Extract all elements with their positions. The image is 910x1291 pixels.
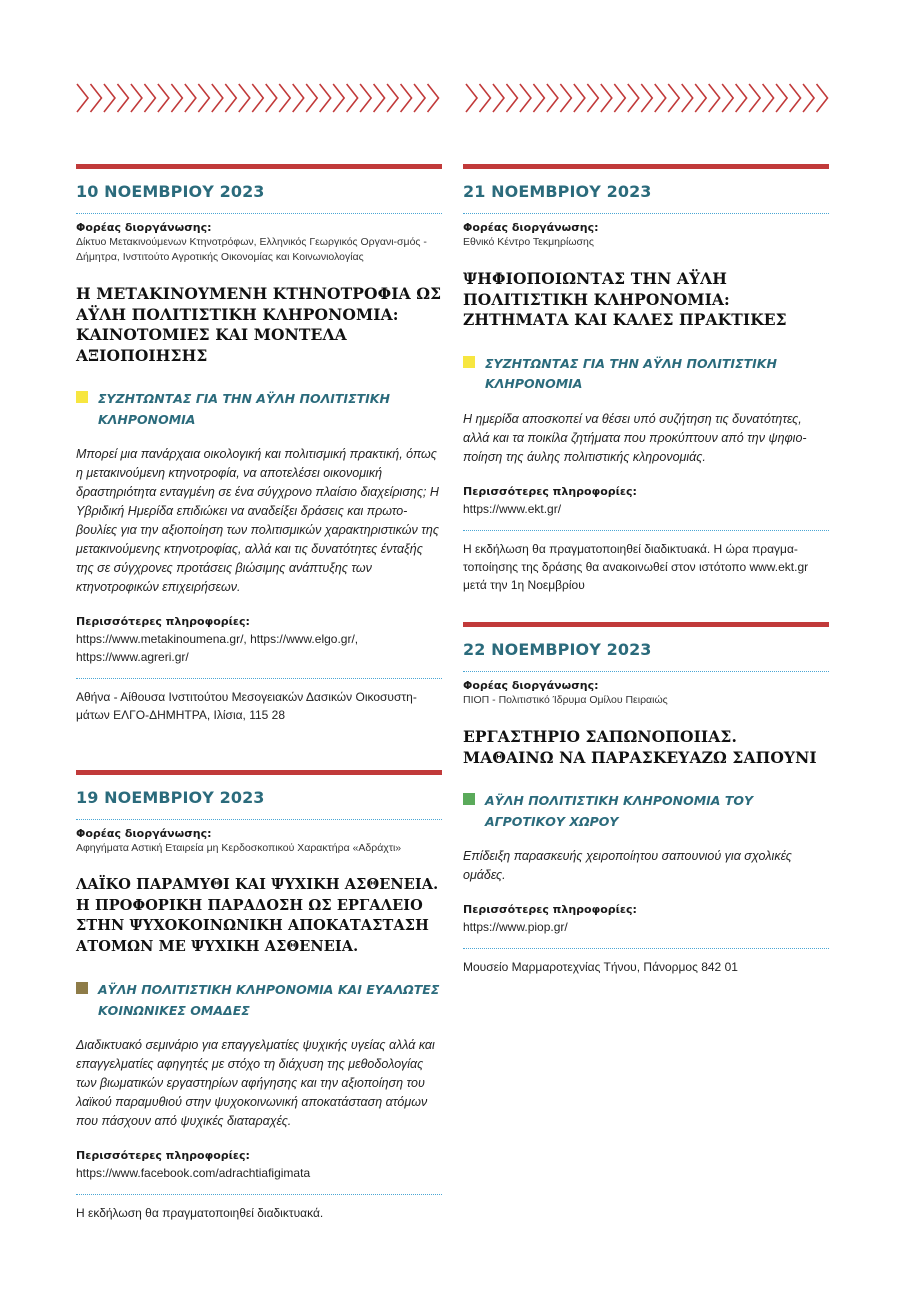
event-19-november: [76, 770, 442, 1222]
organizer-label: Φορέας διοργάνωσης:: [76, 221, 212, 234]
event-category: [76, 388, 442, 429]
chevron-right-icon: [668, 84, 679, 112]
more-info-label: Περισσότερες πληροφορίες:: [76, 1149, 250, 1162]
event-category: [76, 979, 442, 1020]
chevron-right-icon: [736, 84, 747, 112]
dotted-separator: [463, 671, 829, 672]
chevron-right-icon: [306, 84, 317, 112]
chevron-right-icon: [90, 84, 101, 112]
event-location: Η εκδήλωση θα πραγματοποιηθεί διαδικτυακά.: [76, 1206, 324, 1220]
chevron-right-icon: [520, 84, 531, 112]
more-info-label: Περισσότερες πληροφορίες:: [463, 484, 637, 498]
more-info-label: Περισσότερες πληροφορίες:: [76, 615, 250, 628]
event-location: Η εκδήλωση θα πραγματοποιηθεί διαδικτυακά. Η ώρα πραγμα-τοποίησης της δράσης θα ανακοινωθεί στον ιστότοπο www.ekt.gr μετά την 1η Νοεμβρίου: [463, 541, 809, 592]
chevron-right-icon: [158, 84, 169, 112]
chevron-right-icon: [560, 84, 571, 112]
right-column: [463, 164, 829, 976]
organizer-value: Εθνικό Κέντρο Τεκμηρίωσης: [463, 236, 594, 248]
chevron-right-icon: [466, 84, 477, 112]
chevron-right-icon: [225, 84, 236, 112]
event-description: Διαδικτυακό σεμινάριο για επαγγελματίες ψυχικής υγείας αλλά και επαγγελματίες αφηγητές με στόχο τη διάχυση της μεθοδολογίας των βιωματικών εργαστηρίων αφήγησης και την αξιοποίηση του λαϊκού παραμυθιού στην ψυχοκοινωνική αποκατάσταση ατόμων που πάσχουν από ψυχικές διαταραχές.: [76, 1038, 435, 1128]
dotted-separator: [463, 948, 829, 949]
chevron-right-icon: [506, 84, 517, 112]
category-swatch-icon: [463, 793, 475, 805]
chevron-right-icon: [171, 84, 182, 112]
event-divider-bar: [463, 622, 829, 627]
event-category: [463, 353, 829, 394]
chevron-right-icon: [320, 84, 331, 112]
chevron-right-icon: [601, 84, 612, 112]
chevron-right-icon: [574, 84, 585, 112]
chevron-right-icon: [279, 84, 290, 112]
category-label: ΑΫΛΗ ΠΟΛΙΤΙΣΤΙΚΗ ΚΛΗΡΟΝΟΜΙΑ ΤΟΥ ΑΓΡΟΤΙΚΟΥ ΧΩΡΟΥ: [485, 793, 754, 829]
chevron-right-icon: [803, 84, 814, 112]
chevron-right-icon: [749, 84, 760, 112]
event-title: ΨΗΦΙΟΠΟΙΩΝΤΑΣ ΤΗΝ ΑΫΛΗ ΠΟΛΙΤΙΣΤΙΚΗ ΚΛΗΡΟΝΟΜΙΑ: ΖΗΤΗΜΑΤΑ ΚΑΙ ΚΑΛΕΣ ΠΡΑΚΤΙΚΕΣ: [463, 269, 787, 329]
category-swatch-icon: [76, 391, 88, 403]
chevron-right-icon: [104, 84, 115, 112]
chevron-right-icon: [547, 84, 558, 112]
event-22-november: [463, 622, 829, 976]
chevron-right-icon: [387, 84, 398, 112]
event-location: Αθήνα - Αίθουσα Ινστιτούτου Μεσογειακών Δασικών Οικοσυστη-μάτων ΕΛΓΟ-ΔΗΜΗΤΡΑ, Ιλίσια, 115 28: [76, 690, 417, 722]
organizer-label: Φορέας διοργάνωσης:: [76, 827, 212, 840]
chevron-right-icon: [587, 84, 598, 112]
event-divider-bar: [463, 164, 829, 169]
event-date: 22 ΝΟΕΜΒΡΙΟΥ 2023: [463, 640, 652, 659]
chevron-right-icon: [776, 84, 787, 112]
chevron-right-icon: [414, 84, 425, 112]
chevron-right-icon: [817, 84, 828, 112]
chevron-right-icon: [293, 84, 304, 112]
more-info-links[interactable]: https://www.metakinoumena.gr/, https://www.elgo.gr/, https://www.agreri.gr/: [76, 632, 359, 664]
chevron-right-icon: [131, 84, 142, 112]
dotted-separator: [76, 819, 442, 820]
category-label: ΣΥΖΗΤΩΝΤΑΣ ΓΙΑ ΤΗΝ ΑΫΛΗ ΠΟΛΙΤΙΣΤΙΚΗ ΚΛΗΡΟΝΟΜΙΑ: [98, 391, 390, 427]
chevron-right-icon: [614, 84, 625, 112]
chevron-right-icon: [252, 84, 263, 112]
more-info-links[interactable]: https://www.piop.gr/: [463, 920, 568, 934]
chevron-right-icon: [695, 84, 706, 112]
chevron-right-icon: [198, 84, 209, 112]
organizer-value: ΠΙΟΠ - Πολιτιστικό Ίδρυμα Ομίλου Πειραιώς: [463, 694, 668, 706]
organizer-label: Φορέας διοργάνωσης:: [463, 221, 599, 234]
chevron-right-icon: [628, 84, 639, 112]
chevron-right-icon: [347, 84, 358, 112]
chevron-right-icon: [239, 84, 250, 112]
chevron-right-icon: [790, 84, 801, 112]
chevron-right-icon: [682, 84, 693, 112]
chevron-right-icon: [655, 84, 666, 112]
organizer-value: Δίκτυο Μετακινούμενων Κτηνοτρόφων, Ελληνικός Γεωργικός Οργανι-σμός - Δήμητρα, Ινστιτούτο Αγροτικής Οικονομίας και Κοινωνιολογίας: [76, 236, 427, 263]
chevron-right-icon: [401, 84, 412, 112]
more-info-links[interactable]: https://www.ekt.gr/: [463, 501, 562, 516]
event-date: 10 ΝΟΕΜΒΡΙΟΥ 2023: [76, 182, 265, 201]
event-category: [463, 790, 829, 831]
dotted-separator: [76, 678, 442, 679]
chevron-right-icon: [428, 84, 439, 112]
chevron-right-icon: [185, 84, 196, 112]
category-label: ΣΥΖΗΤΩΝΤΑΣ ΓΙΑ ΤΗΝ ΑΫΛΗ ΠΟΛΙΤΙΣΤΙΚΗ ΚΛΗΡΟΝΟΜΙΑ: [485, 355, 777, 391]
left-column: [76, 164, 442, 1222]
chevron-right-icon: [641, 84, 652, 112]
category-label: ΑΫΛΗ ΠΟΛΙΤΙΣΤΙΚΗ ΚΛΗΡΟΝΟΜΙΑ ΚΑΙ ΕΥΑΛΩΤΕΣ ΚΟΙΝΩΝΙΚΕΣ ΟΜΑΔΕΣ: [98, 982, 440, 1018]
event-title: Η ΜΕΤΑΚΙΝΟΥΜΕΝΗ ΚΤΗΝΟΤΡΟΦΙΑ ΩΣ ΑΫΛΗ ΠΟΛΙΤΙΣΤΙΚΗ ΚΛΗΡΟΝΟΜΙΑ: ΚΑΙΝΟΤΟΜΙΕΣ ΚΑΙ ΜΟΝΤΕΛΑ ΑΞΙΟΠΟΙΗΣΗΣ: [76, 284, 442, 365]
chevron-right-icon: [266, 84, 277, 112]
chevron-right-icon: [722, 84, 733, 112]
chevron-right-icon: [533, 84, 544, 112]
chevron-right-icon: [144, 84, 155, 112]
event-title: ΛΑΪΚΟ ΠΑΡΑΜΥΘΙ ΚΑΙ ΨΥΧΙΚΗ ΑΣΘΕΝΕΙΑ. Η ΠΡΟΦΟΡΙΚΗ ΠΑΡΑΔΟΣΗ ΩΣ ΕΡΓΑΛΕΙΟ ΣΤΗΝ ΨΥΧΟΚΟΙΝΩΝΙΚΗ ΑΠΟΚΑΤΑΣΤΑΣΗ ΑΤΟΜΩΝ ΜΕ ΨΥΧΙΚΗ ΑΣΘΕΝΕΙΑ.: [76, 876, 439, 955]
category-swatch-icon: [463, 356, 475, 368]
chevron-right-icon: [117, 84, 128, 112]
dotted-separator: [463, 213, 829, 214]
dotted-separator: [76, 213, 442, 214]
dotted-separator: [76, 1194, 442, 1195]
event-description: Επίδειξη παρασκευής χειροποίητου σαπουνιού για σχολικές ομάδες.: [463, 849, 792, 882]
event-description: Μπορεί μια πανάρχαια οικολογική και πολιτισμική πρακτική, όπως η μετακινούμενη κτηνοτροφία, να αποτελέσει οικονομική δραστηριότητα ενταγμένη σε ένα σύγχρονο πλαίσιο διαχείρισης; Η Υβριδική Ημερίδα επιδιώκει να αναδείξει δράσεις και πρωτο-βουλίες για την αξιοποίηση των πολιτισμικών χαρακτηριστικών της μετακινούμενης κτηνοτροφίας, αλλά και τις δυνατότητες ένταξής της σε σύγχρονες προτάσεις βιώσιμης ανάπτυξης των κτηνοτροφικών επιχειρήσεων.: [76, 447, 439, 594]
event-date: 19 ΝΟΕΜΒΡΙΟΥ 2023: [76, 788, 265, 807]
organizer-value: Αφηγήματα Αστική Εταιρεία μη Κερδοσκοπικού Χαρακτήρα «Αδράχτι»: [76, 842, 402, 854]
category-swatch-icon: [76, 982, 88, 994]
more-info-label: Περισσότερες πληροφορίες:: [463, 903, 637, 916]
event-location: Μουσείο Μαρμαροτεχνίας Τήνου, Πάνορμος 842 01: [463, 960, 738, 974]
chevron-right-icon: [709, 84, 720, 112]
more-info-links[interactable]: https://www.facebook.com/adrachtiafigimata: [76, 1166, 311, 1180]
event-divider-bar: [76, 770, 442, 775]
chevron-right-icon: [212, 84, 223, 112]
chevron-right-icon: [360, 84, 371, 112]
event-date: 21 ΝΟΕΜΒΡΙΟΥ 2023: [463, 182, 652, 201]
chevron-right-icon: [76, 82, 440, 114]
chevron-right-icon: [479, 84, 490, 112]
chevron-right-icon: [77, 84, 88, 112]
chevron-divider-right: [465, 82, 829, 114]
event-10-november: [76, 164, 442, 770]
chevron-right-icon: [333, 84, 344, 112]
chevron-divider-left: [76, 82, 440, 114]
dotted-separator: [463, 530, 829, 531]
event-title: ΕΡΓΑΣΤΗΡΙΟ ΣΑΠΩΝΟΠΟΙΙΑΣ. ΜΑΘΑΙΝΩ ΝΑ ΠΑΡΑΣΚΕΥΑΖΩ ΣΑΠΟΥΝΙ: [463, 727, 817, 767]
chevron-right-icon: [374, 84, 385, 112]
chevron-right-icon: [493, 84, 504, 112]
organizer-label: Φορέας διοργάνωσης:: [463, 679, 599, 692]
event-description: Η ημερίδα αποσκοπεί να θέσει υπό συζήτηση τις δυνατότητες, αλλά και τα ποικίλα ζητήματα που προκύπτουν από την ψηφιο-ποίηση της άυλης πολιτιστικής κληρονομιάς.: [463, 411, 807, 464]
event-divider-bar: [76, 164, 442, 169]
chevron-right-icon: [763, 84, 774, 112]
chevron-right-icon: [465, 82, 829, 114]
event-21-november: [463, 164, 829, 622]
